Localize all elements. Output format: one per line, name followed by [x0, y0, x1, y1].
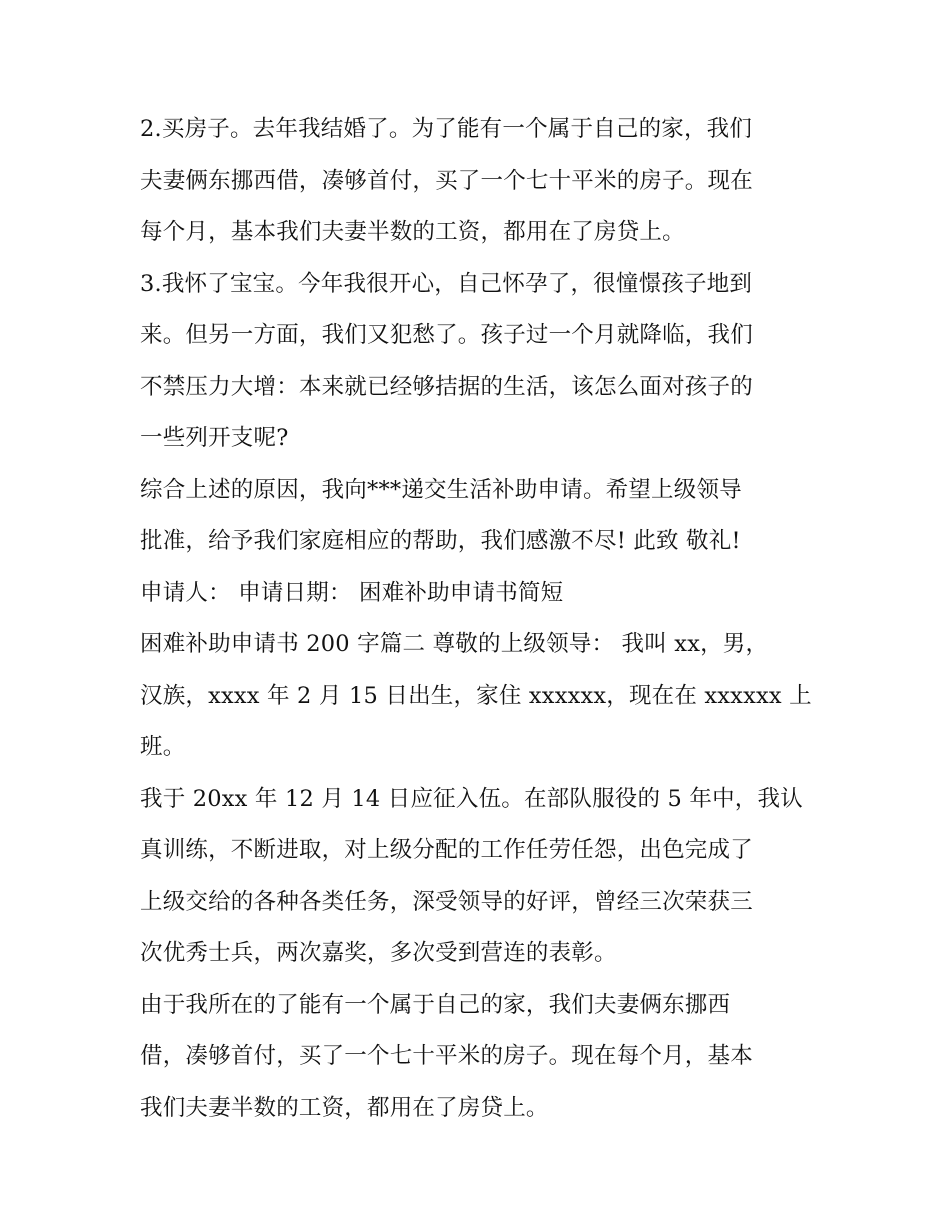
text-line: 我们夫妻半数的工资，都用在了房贷上。 [140, 1094, 549, 1121]
text-line: 3.我怀了宝宝。今年我很开心，自己怀孕了，很憧憬孩子地到 [140, 270, 753, 297]
text-line: 汉族，xxxx 年 2 月 15 日出生，家住 xxxxxx，现在在 xxxxxx 上 [140, 682, 812, 709]
text-line: 真训练，不断进取，对上级分配的工作任劳任怨，出色完成了 [140, 837, 753, 863]
text-line: 班。 [140, 734, 186, 760]
text-line: 批准，给予我们家庭相应的帮助，我们感激不尽! 此致 敬礼! [140, 528, 741, 554]
text-line: 我于 20xx 年 12 月 14 日应征入伍。在部队服役的 5 年中，我认 [140, 785, 803, 812]
text-line: 借，凑够首付，买了一个七十平米的房子。现在每个月，基本 [140, 1043, 753, 1069]
text-line: 综合上述的原因，我向***递交生活补助申请。希望上级领导 [140, 476, 742, 503]
text-line: 一些列开支呢? [140, 425, 289, 451]
text-line: 不禁压力大增：本来就已经够拮据的生活，该怎么面对孩子的 [140, 373, 753, 400]
text-line: 由于我所在的了能有一个属于自己的家，我们夫妻俩东挪西 [140, 991, 731, 1018]
text-line: 每个月，基本我们夫妻半数的工资，都用在了房贷上。 [140, 219, 685, 245]
document-body [140, 104, 820, 1134]
text-line: 2.买房子。去年我结婚了。为了能有一个属于自己的家，我们 [140, 116, 753, 142]
text-line: 申请人： 申请日期： 困难补助申请书简短 [140, 579, 564, 606]
text-line: 来。但另一方面，我们又犯愁了。孩子过一个月就降临，我们 [140, 322, 753, 348]
text-line: 次优秀士兵，两次嘉奖，多次受到营连的表彰。 [140, 940, 617, 966]
text-line: 困难补助申请书 200 字篇二 尊敬的上级领导： 我叫 xx，男， [140, 631, 769, 657]
text-line: 夫妻俩东挪西借，凑够首付，买了一个七十平米的房子。现在 [140, 167, 753, 194]
text-line: 上级交给的各种各类任务，深受领导的好评，曾经三次荣获三 [140, 888, 753, 915]
